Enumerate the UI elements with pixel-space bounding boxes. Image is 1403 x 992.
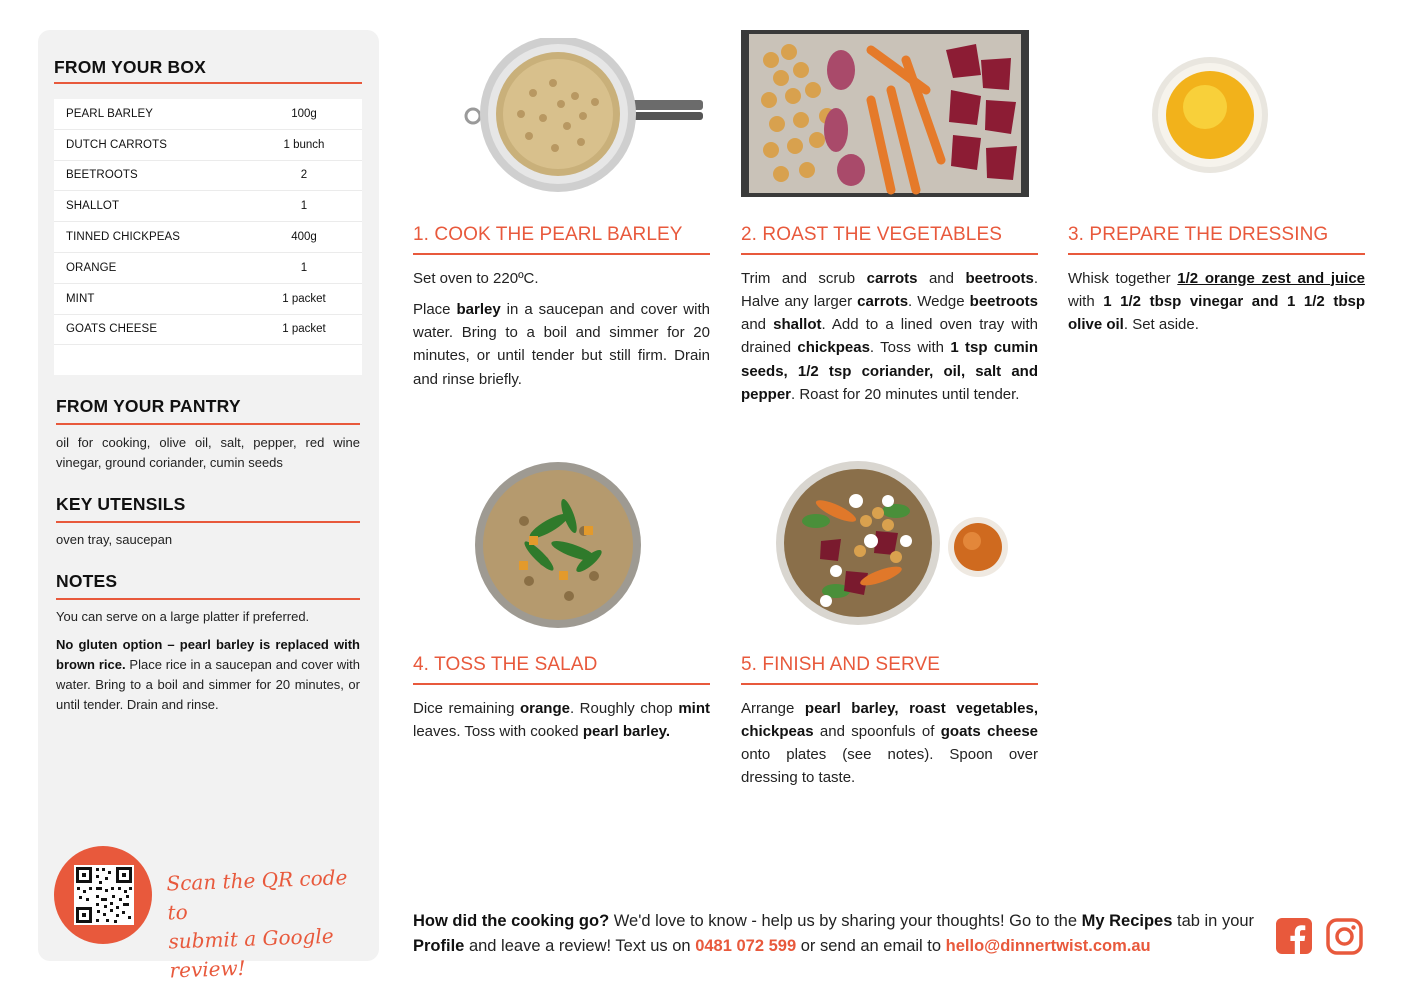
from-your-box-heading: FROM YOUR BOX	[54, 57, 207, 77]
ingredient-qty: 1	[300, 261, 308, 274]
ingredient-row	[54, 130, 362, 161]
dressing-bowl-photo	[1150, 55, 1270, 179]
ingredients-table	[54, 99, 362, 375]
qr-line: submit a Google review!	[168, 923, 334, 983]
text-run: . Roast for 20 minutes until tender.	[791, 385, 1020, 403]
ingredient-row	[54, 315, 362, 346]
ingredient-emphasis: 1/2 orange zest and juice	[1177, 269, 1366, 287]
text-run: or send an email to	[796, 937, 946, 955]
text-run: tab in your	[1172, 912, 1255, 930]
text-run: Whisk together	[1068, 269, 1178, 287]
ingredient-qty: 1	[300, 200, 308, 213]
step-1	[413, 224, 710, 399]
step-title: 5. FINISH AND SERVE	[741, 654, 940, 675]
text-run: . Add to a lined oven tray with drained	[741, 316, 1038, 357]
step-paragraph	[741, 697, 1038, 790]
email-link[interactable]: hello@dinnertwist.com.au	[945, 937, 1151, 955]
ingredient-row	[54, 222, 362, 253]
phone-link[interactable]: 0481 072 599	[695, 937, 797, 955]
text-run: We'd love to know - help us by sharing your thoughts! Go to the	[609, 912, 1082, 930]
no-gluten-option: No gluten option – pearl barley is replaced with brown rice.	[56, 637, 360, 672]
ingredient-emphasis: carrots	[866, 269, 918, 287]
text-run: with	[1068, 292, 1104, 310]
ingredient-name: PEARL BARLEY	[66, 107, 154, 120]
text-run: . Toss with	[869, 339, 951, 357]
text-run: Dice remaining	[413, 699, 520, 717]
step-title: 2. ROAST THE VEGETABLES	[741, 224, 1002, 245]
ingredient-qty: 1 packet	[282, 292, 326, 305]
text-run: . Halve any larger	[741, 269, 1038, 310]
ingredient-emphasis: shallot	[773, 316, 822, 334]
text-run: . Wedge	[908, 292, 970, 310]
roasting-tray-photo	[741, 30, 1029, 201]
qr-code[interactable]	[74, 865, 134, 925]
utensils-list: oven tray, saucepan	[56, 532, 173, 547]
divider	[1068, 253, 1365, 255]
ingredient-emphasis: barley	[456, 300, 501, 318]
divider	[56, 521, 360, 523]
ingredient-emphasis: beetroots	[969, 292, 1038, 310]
ingredient-emphasis: mint	[678, 699, 710, 717]
ingredient-row	[54, 99, 362, 130]
ingredient-emphasis: orange	[519, 699, 570, 717]
step-title: 4. TOSS THE SALAD	[413, 654, 598, 675]
ingredient-qty: 400g	[291, 231, 317, 244]
text-run: and leave a review! Text us on	[464, 937, 696, 955]
step-paragraph	[741, 267, 1038, 407]
ingredient-name: ORANGE	[66, 261, 117, 274]
text-run: Arrange	[741, 699, 805, 717]
divider	[56, 423, 360, 425]
divider	[413, 253, 710, 255]
barley-sieve-photo	[463, 38, 703, 202]
notes-heading: NOTES	[56, 571, 118, 591]
ingredient-emphasis: pearl barley.	[582, 722, 671, 740]
text-run: and	[917, 269, 966, 287]
ingredient-emphasis: 1 1/2 tbsp vinegar and 1 1/2 tbsp olive oil	[1068, 292, 1365, 334]
ingredient-name: BEETROOTS	[66, 169, 138, 182]
text-run: leaves. Toss with cooked	[413, 722, 583, 740]
ingredient-row	[54, 253, 362, 284]
divider	[54, 82, 362, 84]
ingredient-row	[54, 284, 362, 315]
step-paragraph	[1068, 267, 1365, 337]
ingredient-name: DUTCH CARROTS	[66, 138, 167, 151]
ingredient-emphasis: goats cheese	[940, 722, 1039, 740]
qr-code-badge[interactable]	[54, 846, 152, 944]
step-title: 3. PREPARE THE DRESSING	[1068, 224, 1329, 245]
ingredient-name: TINNED CHICKPEAS	[66, 231, 181, 244]
text-run: in a saucepan and cover with water. Bring to a boil and simmer for 20 minutes, or until tender but still firm. Drain and rinse briefly.	[413, 300, 710, 388]
feedback-footer	[413, 909, 1263, 959]
step-title: 1. COOK THE PEARL BARLEY	[413, 224, 683, 245]
text-run: and	[741, 316, 774, 334]
ingredient-emphasis: 1 tsp cumin seeds, 1/2 tsp coriander, oil, salt and pepper	[741, 339, 1038, 403]
profile-link[interactable]: Profile	[413, 937, 465, 955]
step-paragraph	[413, 298, 710, 391]
notes-text	[56, 607, 360, 723]
my-recipes-tab-link[interactable]: My Recipes	[1081, 912, 1173, 930]
ingredient-emphasis: carrots	[857, 292, 909, 310]
step-5	[741, 654, 1038, 798]
facebook-icon[interactable]	[1276, 918, 1312, 958]
ingredient-qty: 100g	[291, 107, 317, 120]
step-4	[413, 654, 710, 751]
ingredient-qty: 2	[300, 169, 308, 182]
step-body	[413, 267, 710, 391]
from-your-pantry-heading: FROM YOUR PANTRY	[56, 396, 241, 416]
step-paragraph: Set oven to 220ºC.	[413, 269, 539, 287]
ingredient-name: GOATS CHEESE	[66, 323, 158, 336]
divider	[741, 683, 1038, 685]
ingredient-row	[54, 161, 362, 192]
notes-detail: Place rice in a saucepan and cover with water. Bring to a boil and simmer for 20 minutes, or until tender. Drain and rinse.	[56, 657, 361, 712]
text-run: onto plates (see notes). Spoon over dressing to taste.	[741, 746, 1038, 787]
step-2	[741, 224, 1038, 414]
notes-line: You can serve on a large platter if preferred.	[56, 609, 310, 624]
qr-line: Scan the QR code to	[166, 865, 348, 925]
finished-dish-photo	[776, 461, 1012, 635]
ingredient-row	[54, 191, 362, 222]
ingredient-emphasis: chickpeas	[797, 339, 870, 357]
instagram-icon[interactable]	[1326, 918, 1363, 959]
qr-review-callout	[166, 863, 370, 986]
step-body	[741, 267, 1038, 407]
step-body	[413, 697, 710, 744]
ingredient-emphasis: beetroots	[965, 269, 1034, 287]
salad-bowl-photo	[474, 461, 642, 633]
ingredient-name: SHALLOT	[66, 200, 120, 213]
notes-line	[56, 635, 360, 715]
step-paragraph	[413, 697, 710, 744]
ingredient-emphasis: pearl barley, roast vegetables, chickpeas	[741, 699, 1038, 740]
text-run: and spoonfuls of	[813, 722, 941, 740]
pantry-list: oil for cooking, olive oil, salt, pepper, red wine vinegar, ground coriander, cumin seeds	[56, 435, 360, 470]
divider	[741, 253, 1038, 255]
text-run: . Roughly chop	[569, 699, 679, 717]
ingredient-name: MINT	[66, 292, 95, 305]
step-3	[1068, 224, 1365, 344]
step-body	[741, 697, 1038, 790]
sidebar-panel	[38, 30, 379, 983]
divider	[413, 683, 710, 685]
text-run: . Set aside.	[1123, 316, 1199, 334]
key-utensils-heading: KEY UTENSILS	[56, 494, 186, 514]
feedback-question: How did the cooking go?	[413, 912, 610, 930]
ingredient-qty: 1 bunch	[283, 138, 325, 151]
ingredient-qty: 1 packet	[282, 323, 326, 336]
text-run: Place	[413, 300, 457, 318]
divider	[56, 598, 360, 600]
step-body	[1068, 267, 1365, 337]
text-run: Trim and scrub	[741, 269, 867, 287]
